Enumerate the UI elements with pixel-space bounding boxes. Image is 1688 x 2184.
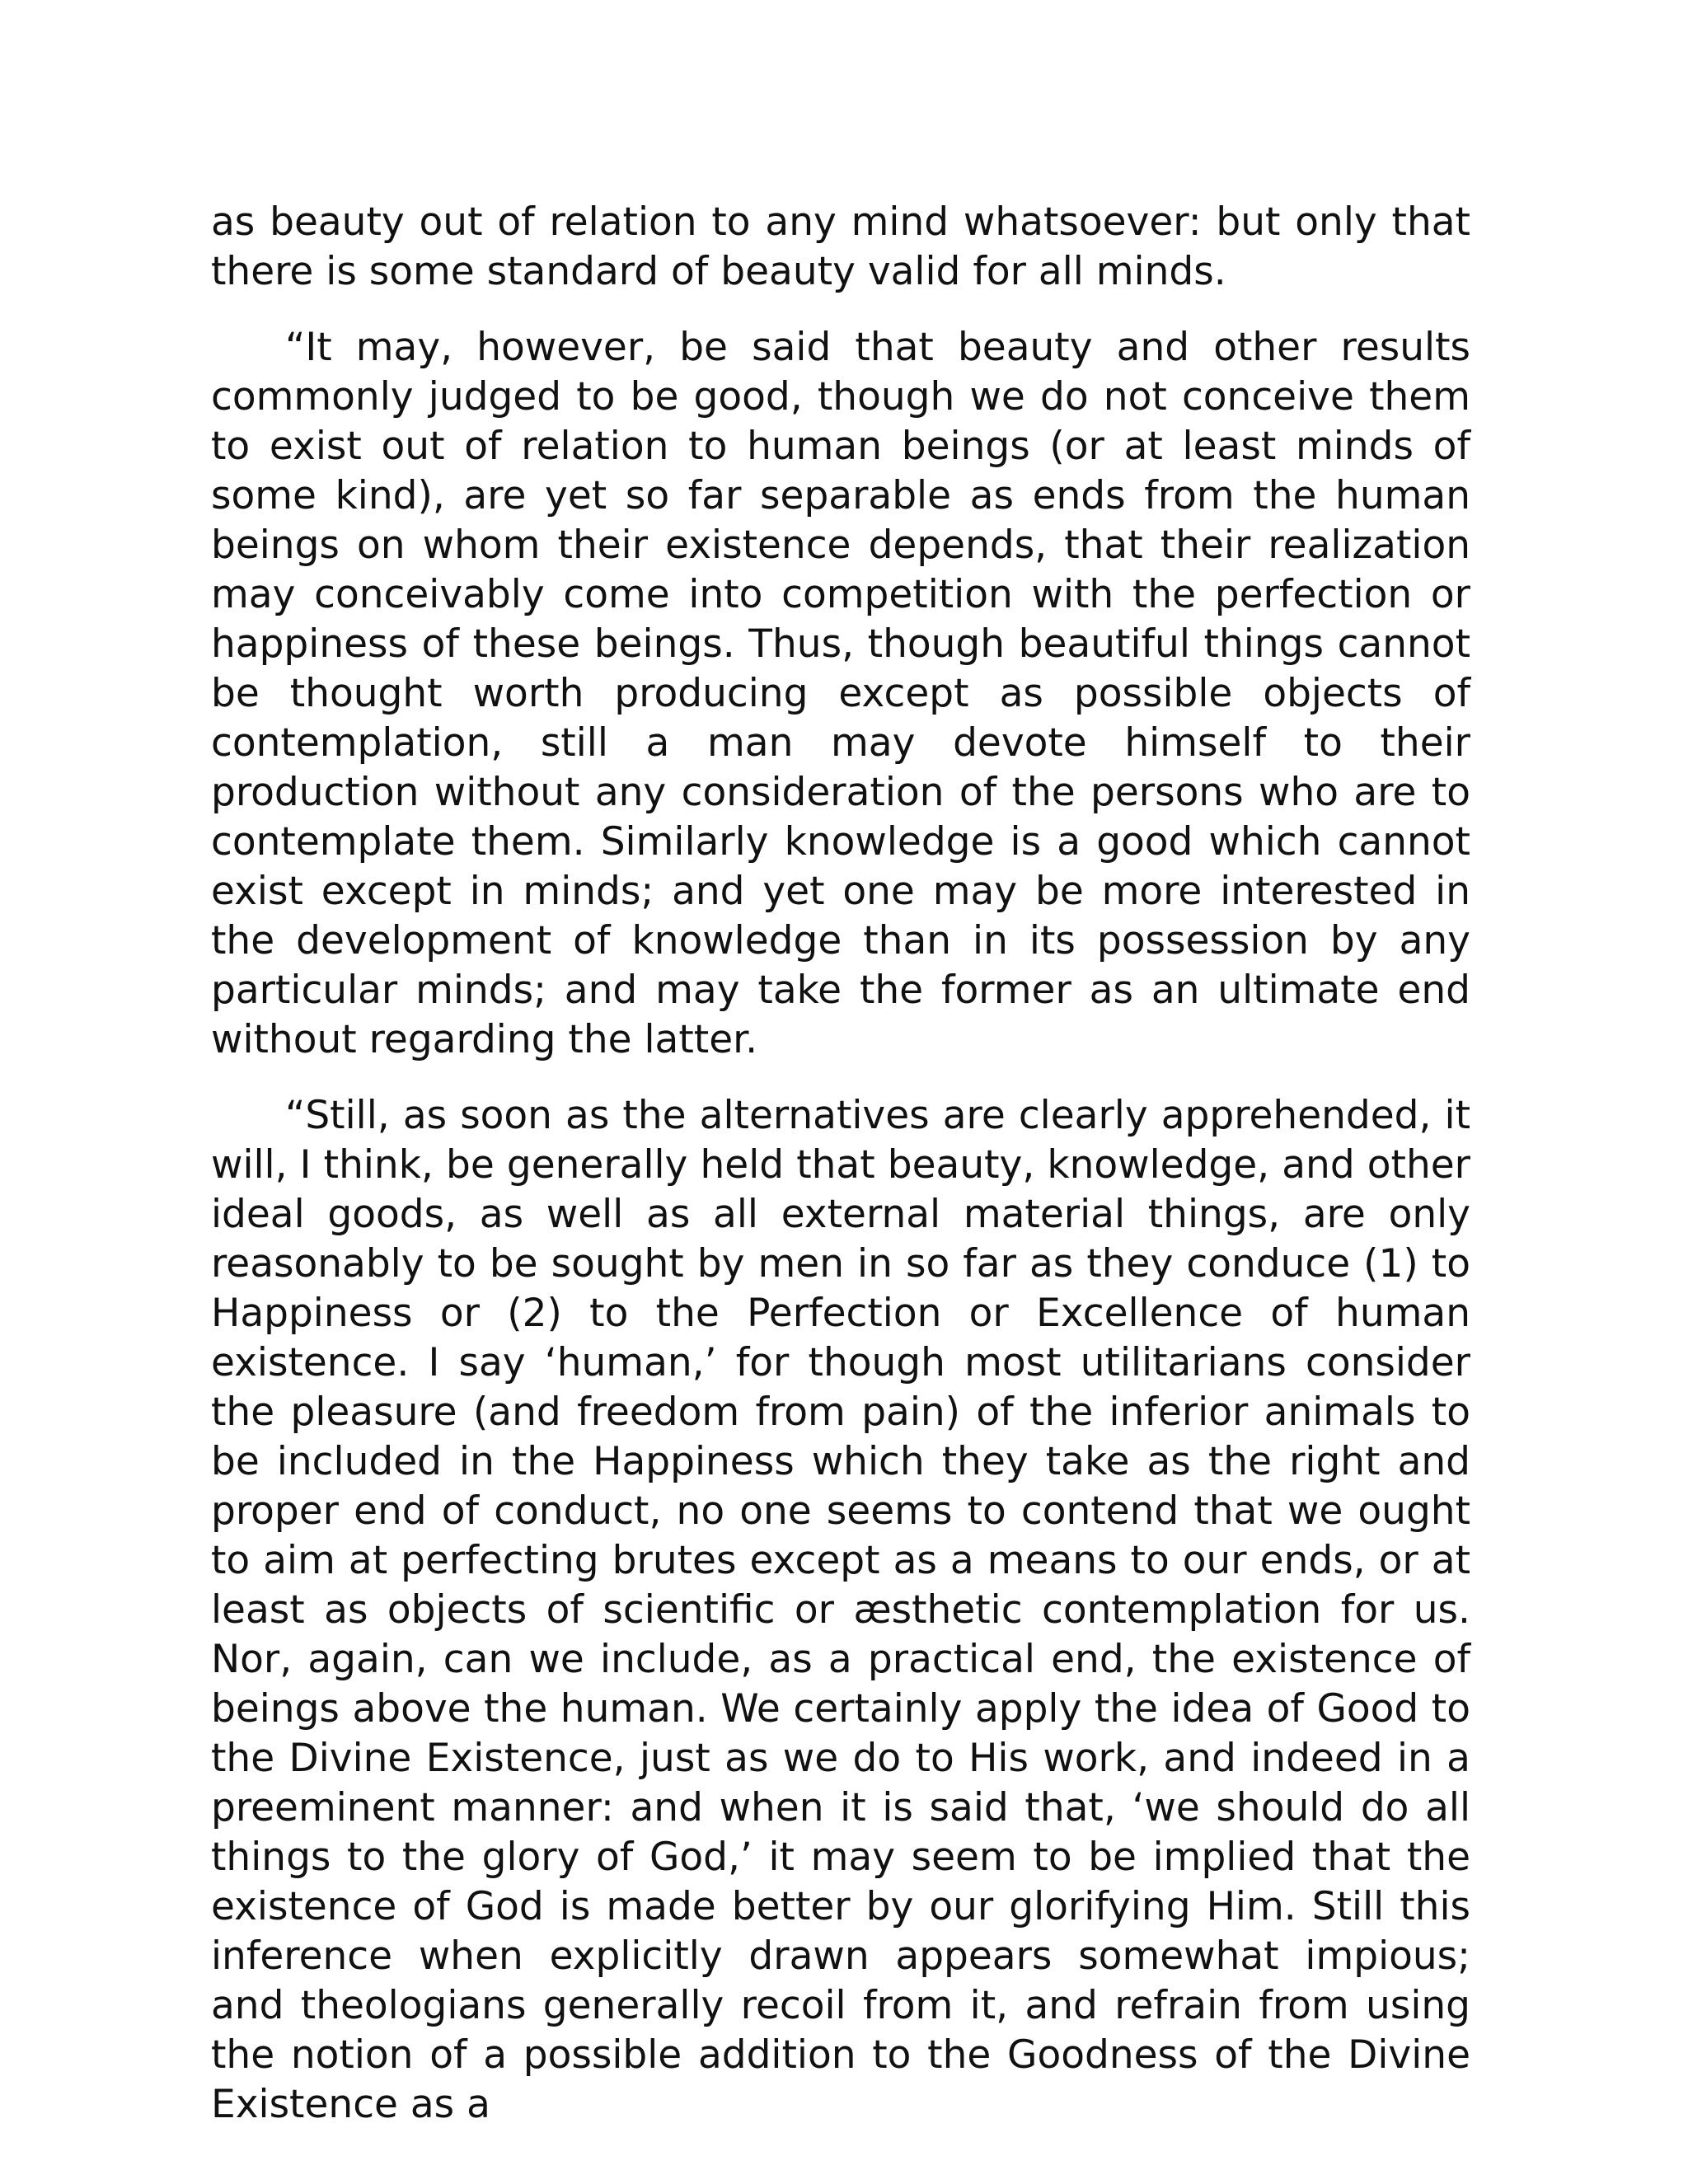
paragraph-ideal-goods: “Still, as soon as the alternatives are clearly apprehended, it will, I think, be generally held that beauty, knowledge, and other ideal goods, as well as all external material things, are only reasonably to be sought by men in so far as they conduce (1) to Happiness or (2) to the Perfection or Excellence of human existence. I say ‘human,’ for though most utilitarians consider the pleasure (and freedom from pain) of the inferior animals to be included in the Happiness which they take as the right and proper end of conduct, no one seems to contend that we ought to aim at perfecting brutes except as a means to our ends, or at least as objects of scientific or æsthetic contemplation for us. Nor, again, can we include, as a practical end, the existence of beings above the human. We certainly apply the idea of Good to the Divine Existence, just as we do to His work, and indeed in a preeminent manner: and when it is said that, ‘we should do all things to the glory of God,’ it may seem to be implied that the existence of God is made better by our glorifying Him. Still this inference when explicitly drawn appears somewhat impious; and theologians generally recoil from it, and refrain from using the notion of a possible addition to the Goodness of the Divine Existence as a — [211, 1093, 1470, 2127]
paragraph-continued: as beauty out of relation to any mind whatsoever: but only that there is some standard of beauty valid for all minds. — [211, 199, 1470, 294]
body-text — [211, 198, 1470, 2130]
paragraph-beauty-separable: “It may, however, be said that beauty and other results commonly judged to be good, though we do not conceive them to exist out of relation to human beings (or at least minds of some kind), are yet so far separable as ends from the human beings on whom their existence depends, that their realization may conceivably come into competition with the perfection or happiness of these beings. Thus, though beautiful things cannot be thought worth producing except as possible objects of contemplation, still a man may devote himself to their production without any consideration of the persons who are to contemplate them. Similarly knowledge is a good which cannot exist except in minds; and yet one may be more interested in the development of knowledge than in its possession by any particular minds; and may take the former as an ultimate end without regarding the latter. — [211, 325, 1470, 1062]
